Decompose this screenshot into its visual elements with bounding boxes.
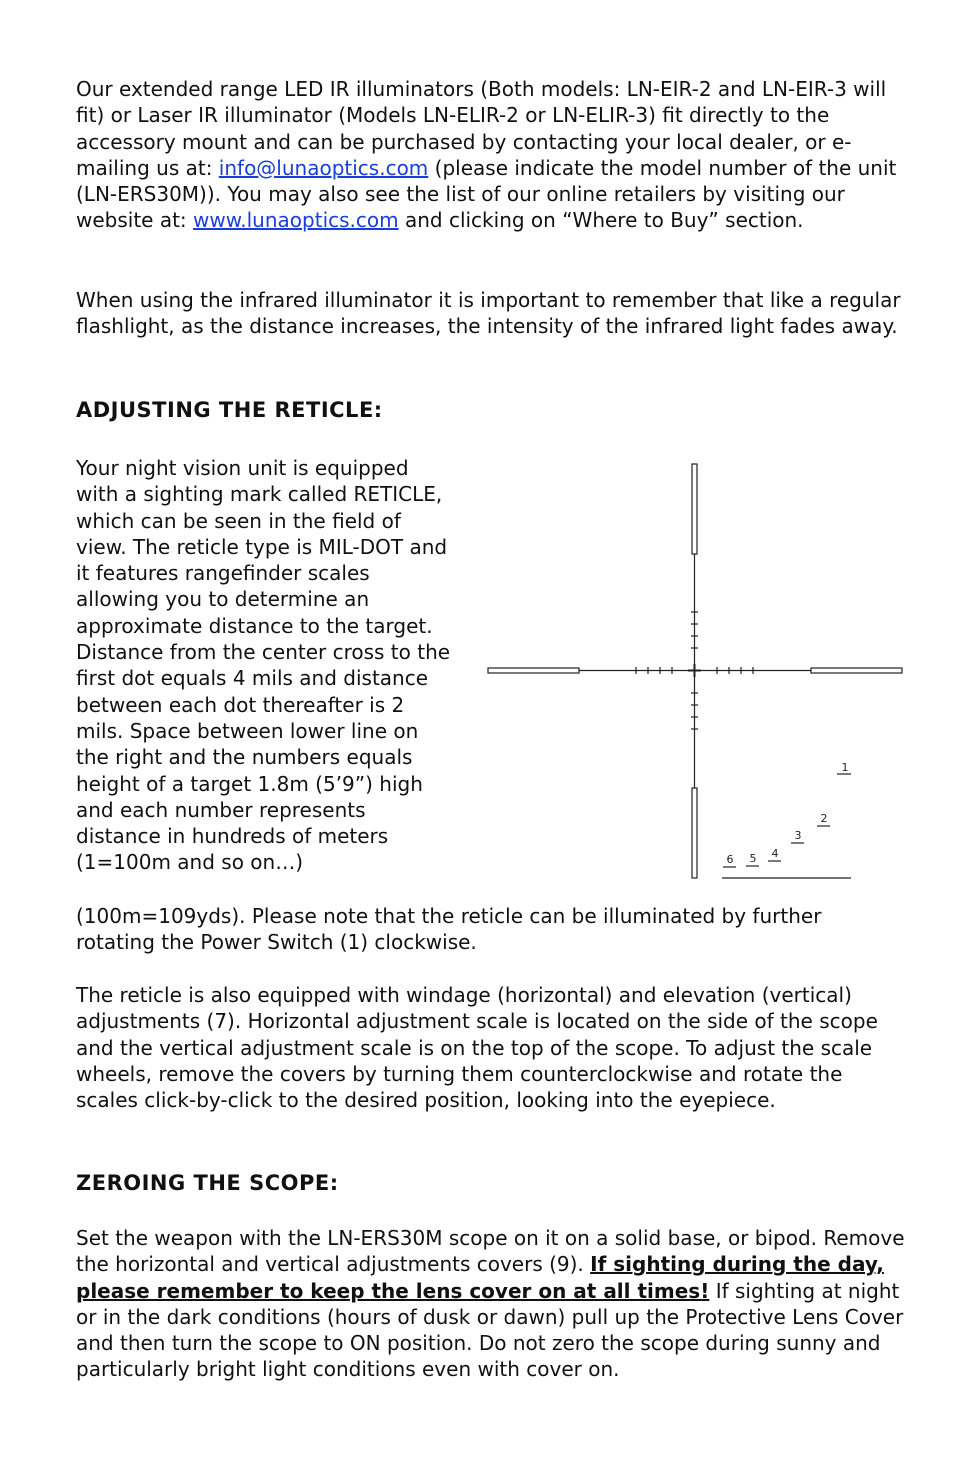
reticle-right-post xyxy=(811,668,902,673)
accessory-text-3: and clicking on “Where to Buy” section. xyxy=(398,208,804,233)
accessory-text-1: Our extended range LED IR illuminators (Both models: LN-EIR-2 and LN-EIR-3 will fit) or Laser IR illuminator (Models LN-ELIR-2 or LN-ELIR-3) fit directly to the accessory mount and can be purchased by contacting your local dealer, or e-mailing us at: xyxy=(76,77,887,180)
range-number-3: 3 xyxy=(794,829,802,842)
zeroing-paragraph xyxy=(76,1225,906,1383)
range-number-6: 6 xyxy=(726,853,734,866)
range-number-1: 1 xyxy=(841,761,849,774)
reticle-left-post xyxy=(488,668,579,673)
zeroing-text-1: Set the weapon with the LN-ERS30M scope on it on a solid base, or bipod. Remove the horizontal and vertical adjustments covers (9). xyxy=(76,1226,905,1277)
range-number-2: 2 xyxy=(820,812,828,825)
windage-elevation-paragraph: The reticle is also equipped with windage (horizontal) and elevation (vertical) adjustments (7). Horizontal adjustment scale is located on the side of the scope and the vertical adjustment scale is on the top of the scope. To adjust the scale wheels, remove the covers by turning them counterclockwise and rotate the scales click-by-click to the desired position, looking into the eyepiece. xyxy=(76,983,878,1113)
reticle-bottom-post xyxy=(692,788,697,878)
range-number-4: 4 xyxy=(771,847,779,860)
adjusting-reticle-heading: ADJUSTING THE RETICLE: xyxy=(76,398,383,422)
zeroing-scope-heading: ZEROING THE SCOPE: xyxy=(76,1171,339,1195)
lens-cover-warning: If sighting during the day, please remember to keep the lens cover on at all times! xyxy=(76,1252,884,1303)
reticle-description: Your night vision unit is equipped with a sighting mark called RETICLE, which can be seen in the field of view. The reticle type is MIL-DOT and it features rangefinder scales allowing you to determine an approximate distance to the target. Distance from the center cross to the first dot equals 4 mils and distance between each dot thereafter is 2 mils. Space between lower line on the right and the numbers equals height of a target 1.8m (5’9”) high and each number represents distance in hundreds of meters (1=100m and so on…) xyxy=(76,456,451,875)
illuminator-paragraph: When using the infrared illuminator it is important to remember that like a regular flashlight, as the distance increases, the intensity of the infrared light fades away. xyxy=(76,288,901,339)
mil-dot-reticle-diagram xyxy=(484,458,906,884)
range-number-5: 5 xyxy=(749,852,757,865)
zeroing-text-2: If sighting at night or in the dark conditions (hours of dusk or dawn) pull up the Protective Lens Cover and then turn the scope to ON position. Do not zero the scope during sunny and particularly bright light conditions even with cover on. xyxy=(76,1278,904,1382)
accessory-paragraph xyxy=(76,76,906,234)
website-link[interactable]: www.lunaoptics.com xyxy=(193,208,399,233)
reticle-top-post xyxy=(692,464,697,554)
reticle-description-continued: (100m=109yds). Please note that the reticle can be illuminated by further rotating the Power Switch (1) clockwise. xyxy=(76,904,822,955)
email-link[interactable]: info@lunaoptics.com xyxy=(218,155,429,180)
accessory-text-2: (please indicate the model number of the unit (LN-ERS30M)). You may also see the list of our online retailers by visiting our website at: xyxy=(76,155,897,233)
